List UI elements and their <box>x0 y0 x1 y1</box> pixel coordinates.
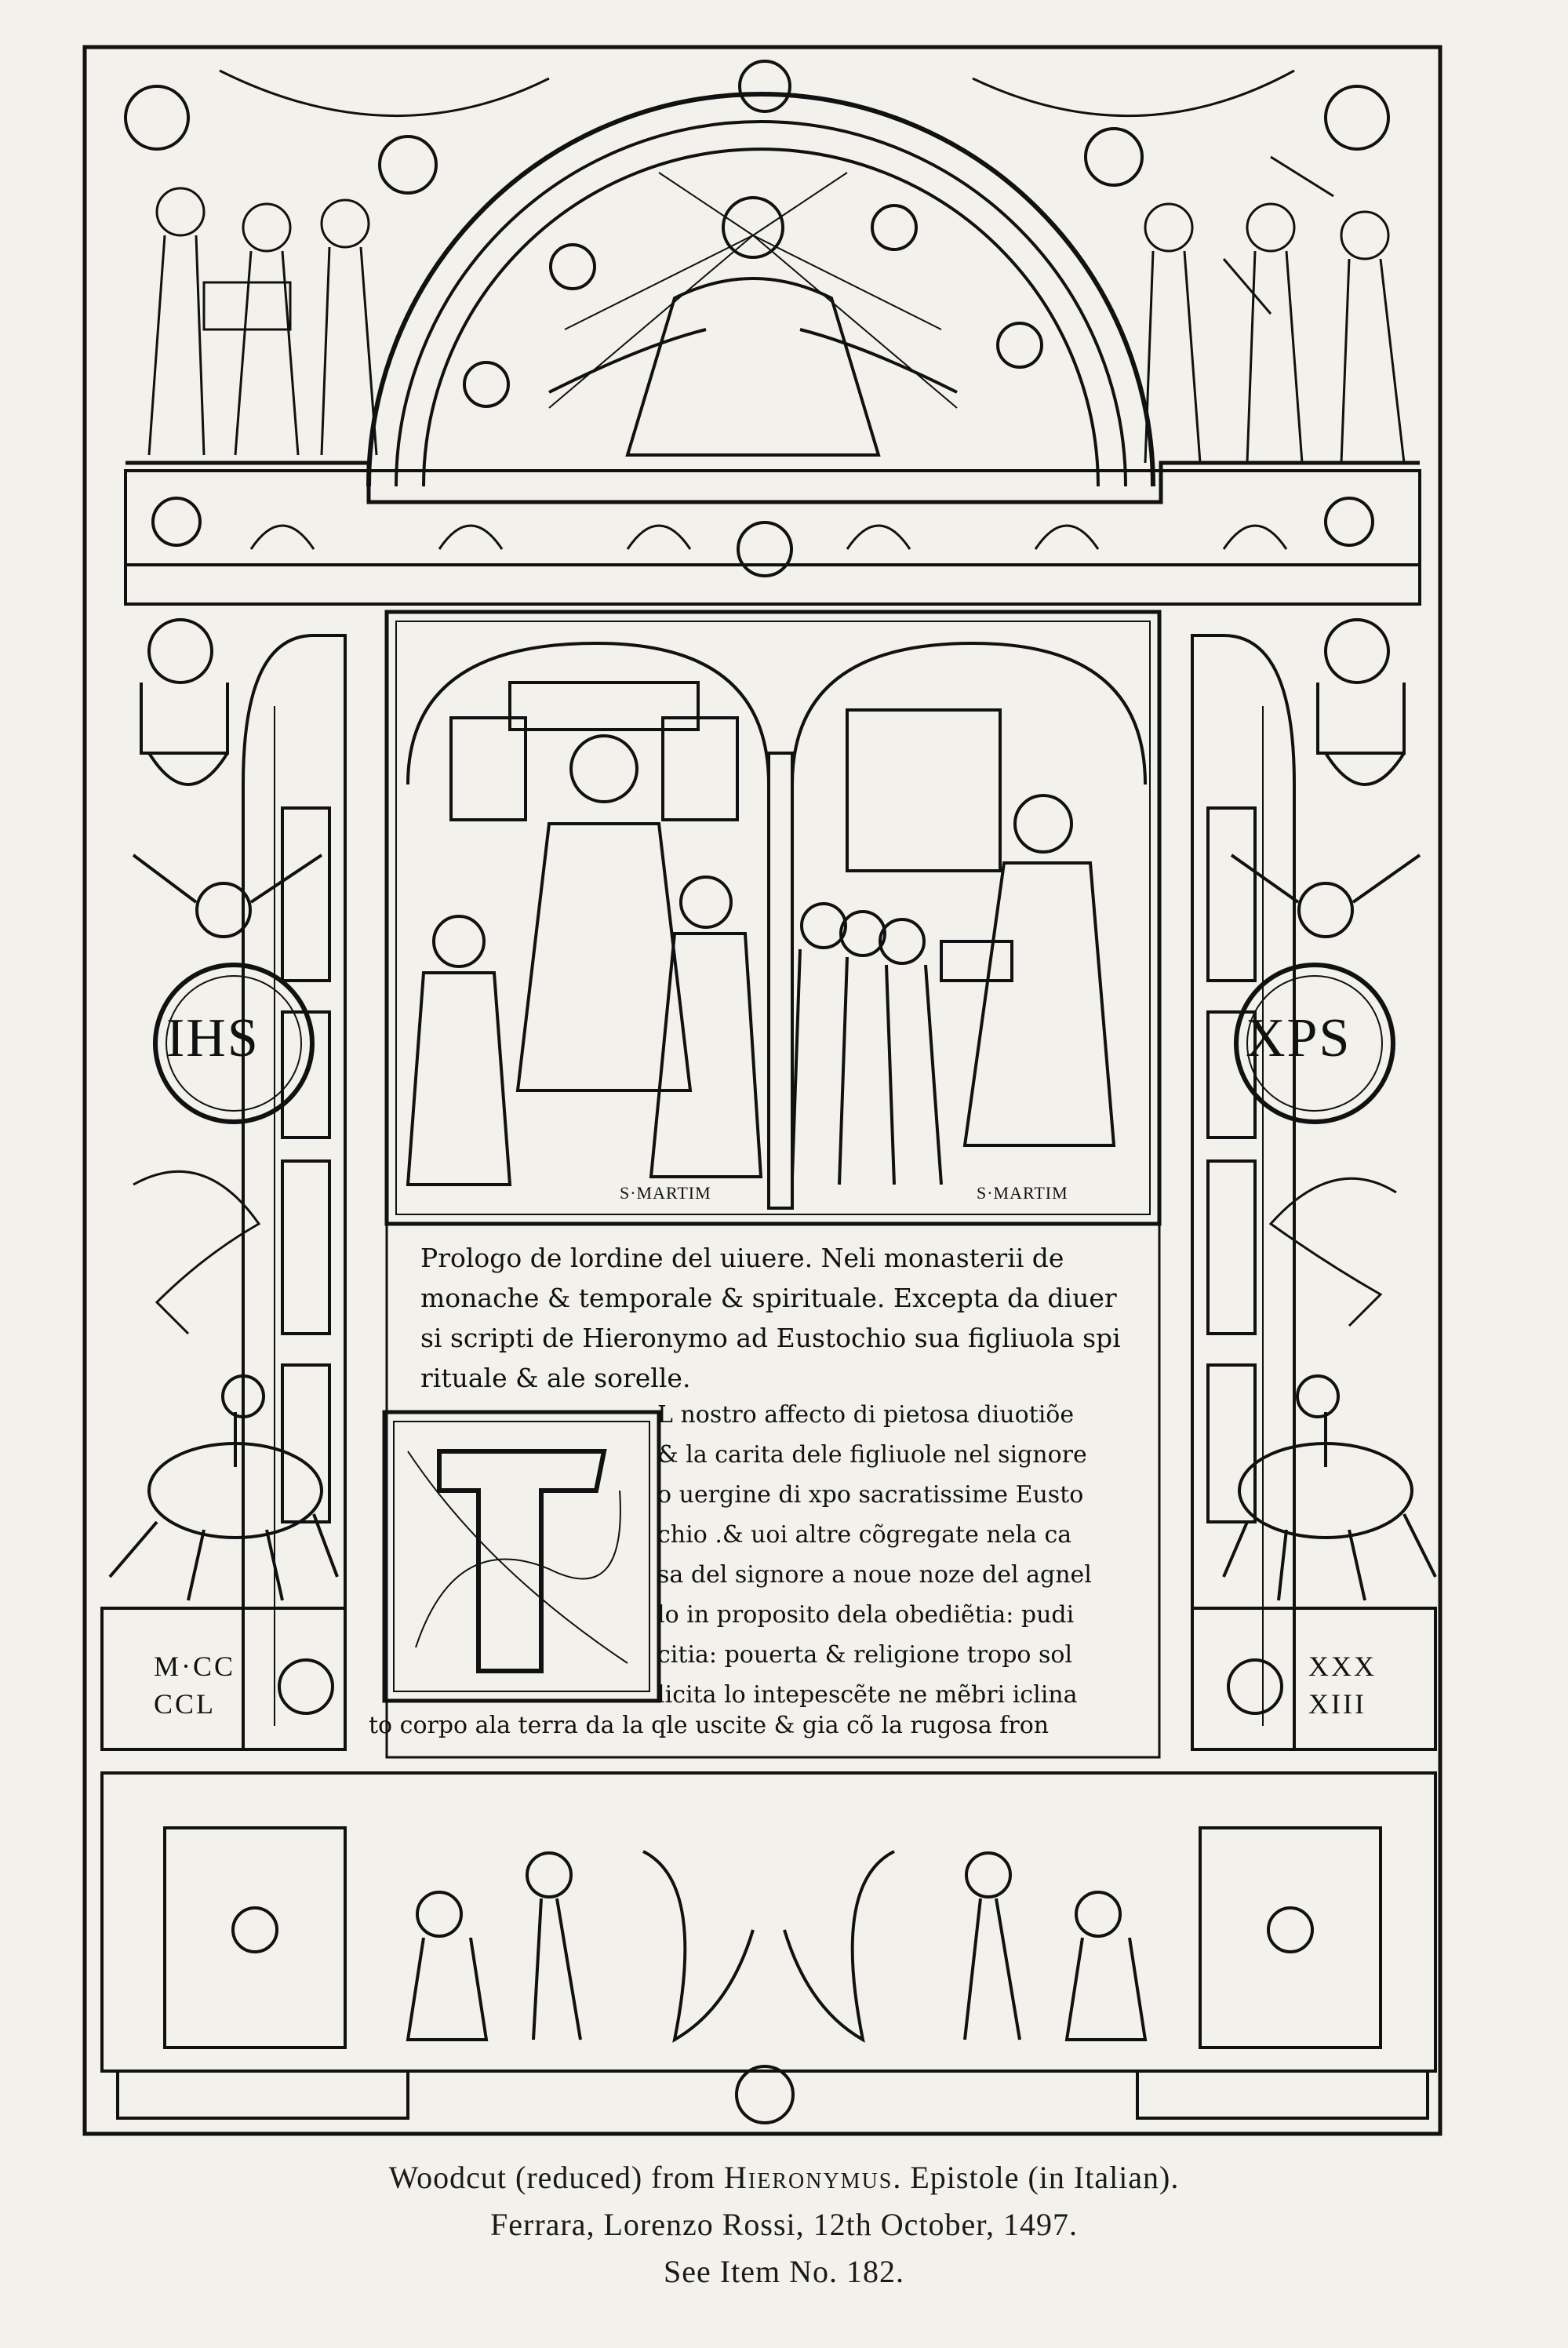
date-left-line-2: CCL <box>154 1688 216 1720</box>
body-line: L nostro affecto di pietosa diuotiõe <box>657 1401 1075 1429</box>
date-right-line-1: XXX <box>1308 1651 1377 1682</box>
date-right-line-2: XIII <box>1308 1688 1366 1720</box>
body-line: citia: pouerta & religione tropo sol <box>657 1641 1073 1669</box>
heading-line: si scripti de Hieronymo ad Eustochio sua figliuola spi <box>420 1323 1121 1353</box>
heading-line: rituale & ale sorelle. <box>420 1363 691 1393</box>
scene-label-left: S·MARTIM <box>620 1183 711 1203</box>
ihs-monogram: IHS <box>166 1008 260 1068</box>
caption-line-3: See Item No. 182. <box>664 2254 904 2289</box>
heading-line: monache & temporale & spirituale. Excepta da diuer <box>420 1283 1117 1313</box>
body-line: sa del signore a noue noze del agnel <box>657 1561 1092 1589</box>
date-right <box>1308 1647 1377 1723</box>
body-line: chio .& uoi altre cõgregate nela ca <box>657 1521 1072 1549</box>
caption-line-1 <box>0 2159 1568 2196</box>
body-line: o uergine di xpo sacratissime Eusto <box>657 1481 1084 1509</box>
caption-title: . Epistole (in Italian). <box>893 2160 1180 2195</box>
caption-author: Hieronymus <box>724 2160 893 2195</box>
scene-label-right: S·MARTIM <box>977 1183 1068 1203</box>
body-line: licita lo intepescẽte ne mẽbri iclina <box>657 1681 1078 1709</box>
body-line: lo in proposito dela obediẽtia: pudi <box>657 1601 1075 1629</box>
caption-line-2: Ferrara, Lorenzo Rossi, 12th October, 1497. <box>490 2207 1078 2242</box>
body-last-line: to corpo ala terra da la qle uscite & gia cõ la rugosa fron <box>369 1712 1050 1739</box>
body-text <box>657 1395 1151 1715</box>
caption-prefix: Woodcut (reduced) from <box>388 2160 725 2195</box>
date-left-line-1: M·CC <box>154 1651 236 1682</box>
date-left <box>154 1647 235 1723</box>
prologue-heading <box>420 1238 1150 1398</box>
body-line: & la carita dele figliuole nel signore <box>657 1441 1087 1469</box>
heading-line: Prologo de lordine del uiuere. Neli monasterii de <box>420 1243 1064 1273</box>
christ-head-icon <box>723 198 783 257</box>
xps-monogram: XPS <box>1246 1008 1352 1068</box>
